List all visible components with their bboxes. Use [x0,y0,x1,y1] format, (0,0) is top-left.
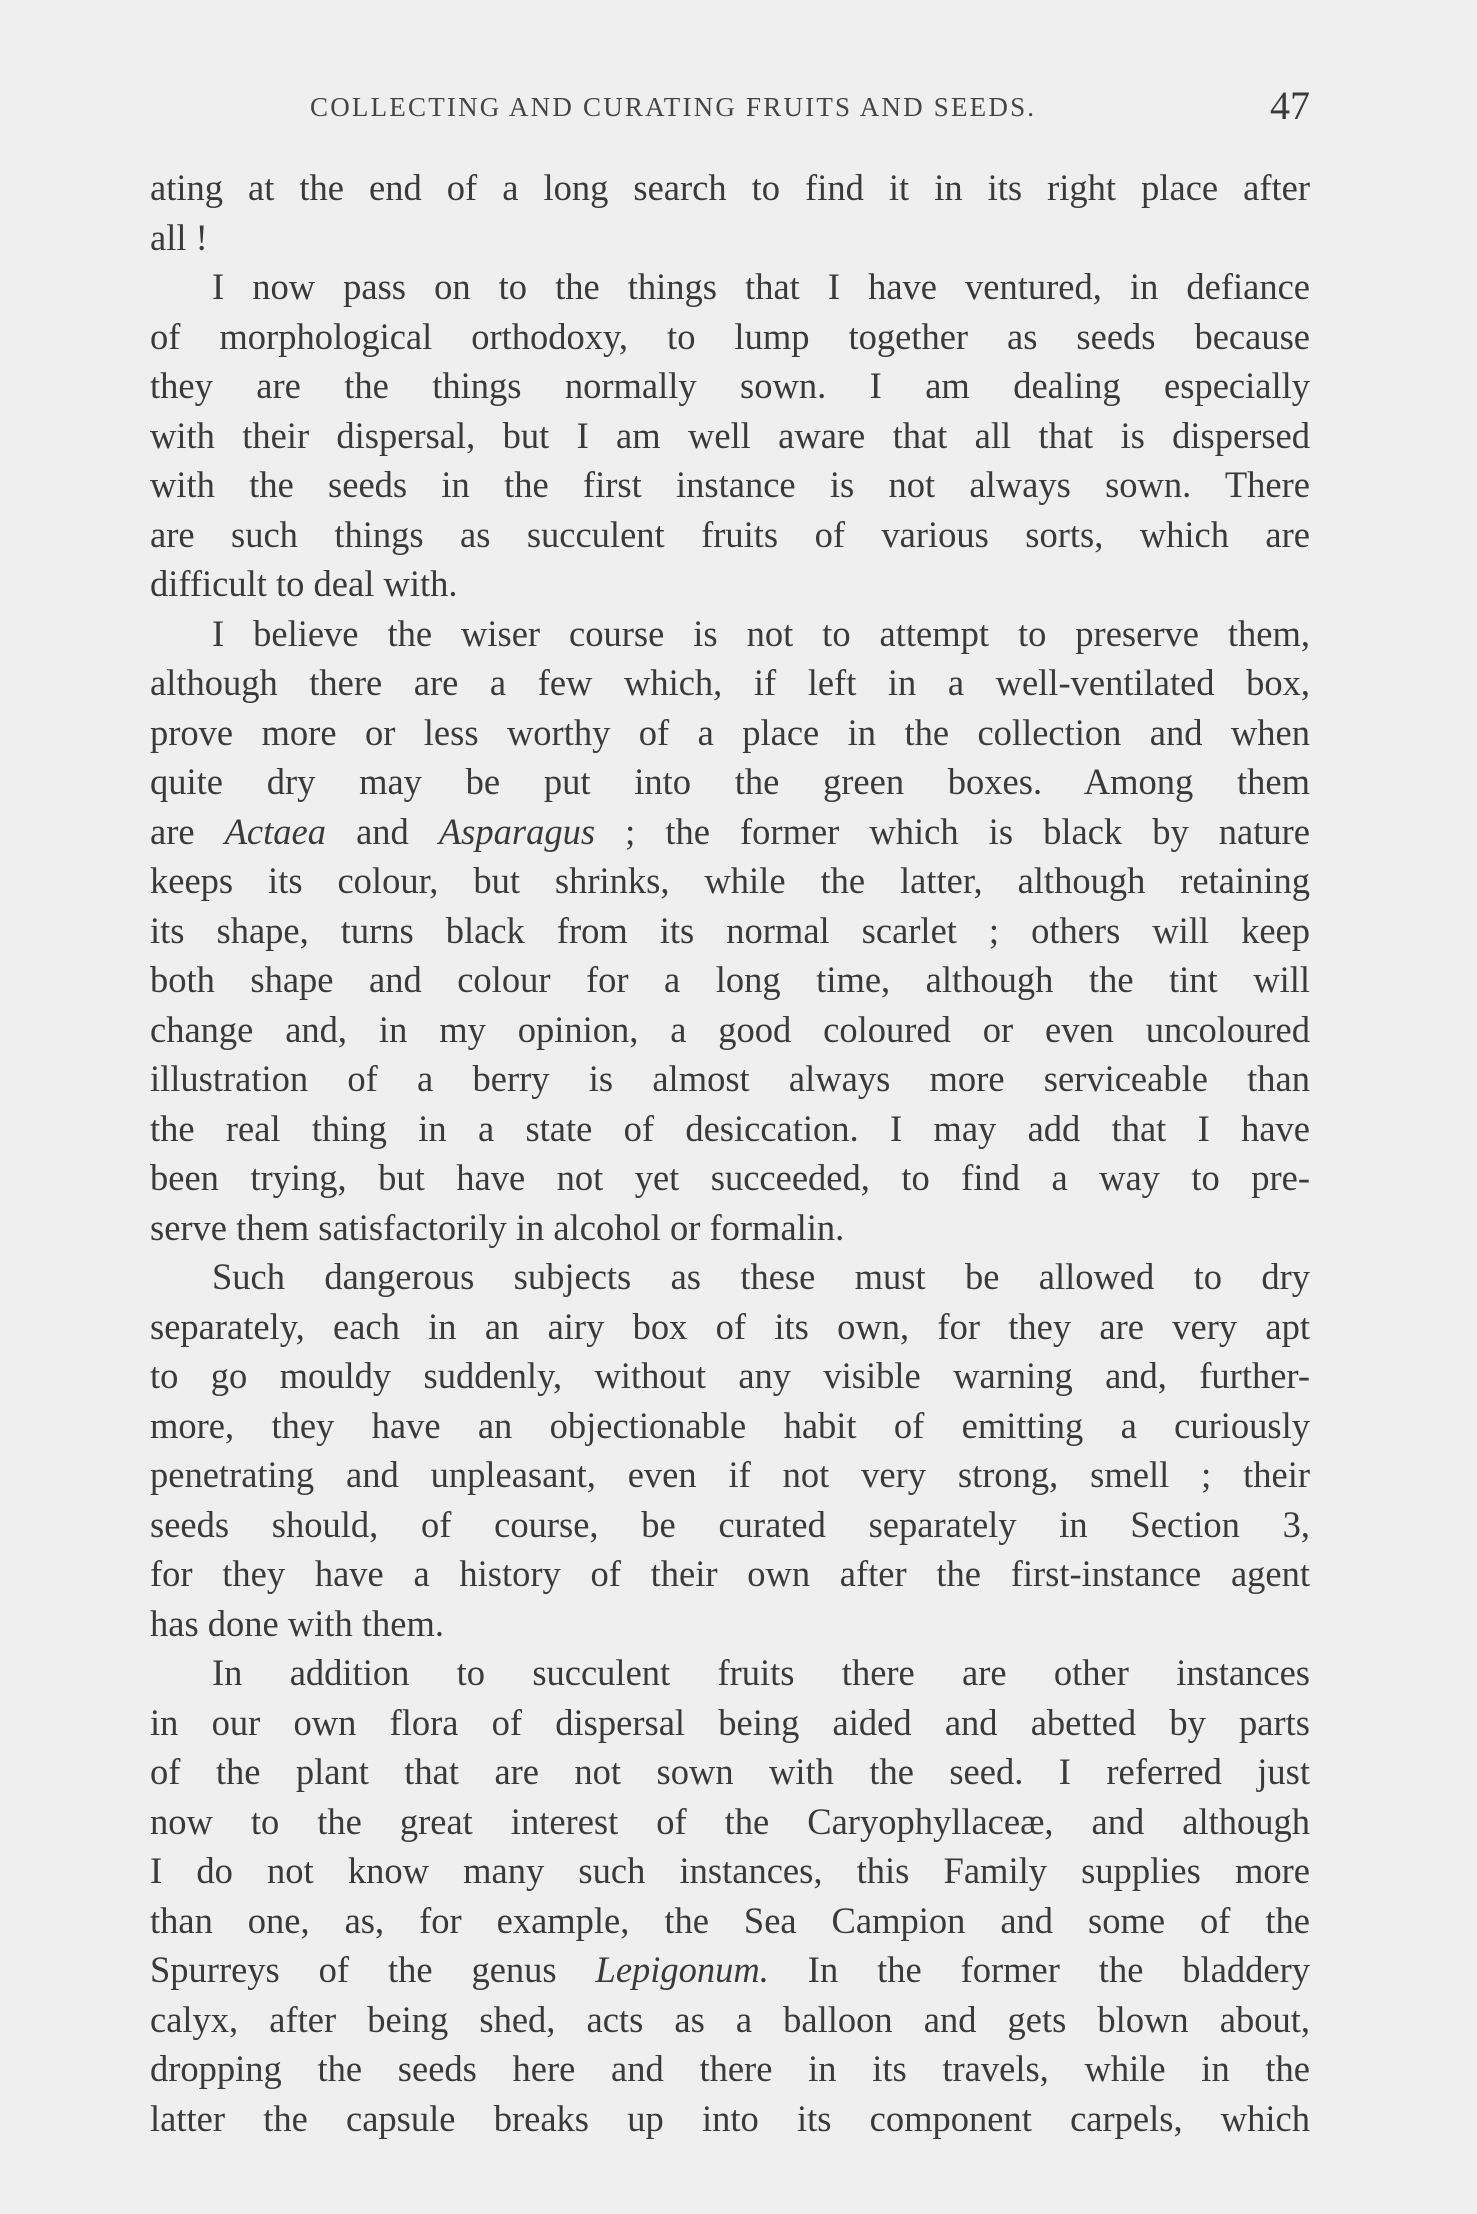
body-text [150,163,1310,2143]
text-line [150,262,1310,312]
text-run: both shape and colour for a long time, although the tint will [150,959,1310,1000]
text-line [150,1500,1310,1550]
text-line [150,1054,1310,1104]
text-line [150,1153,1310,1203]
text-run: latter the capsule breaks up into its component carpels, which [150,2097,1310,2139]
text-line [150,460,1310,510]
text-line [150,1698,1310,1748]
text-line [150,906,1310,956]
italic-term: Actaea [224,810,326,852]
text-run: keeps its colour, but shrinks, while the latter, although retaining [150,860,1310,901]
text-line [150,856,1310,906]
text-line [150,708,1310,758]
text-run: calyx, after being shed, acts as a balloon and gets blown about, [150,1998,1310,2040]
text-line [150,1252,1310,1302]
text-line [150,1203,1310,1253]
text-run: Such dangerous subjects as these must be allowed to dry [212,1256,1310,1297]
text-line [150,1104,1310,1154]
text-line [150,411,1310,461]
text-run: ating at the end of a long search to find it in its right place after [150,167,1310,208]
text-line [150,1648,1310,1698]
text-run: are such things as succulent fruits of various sorts, which are [150,513,1310,555]
text-run: although there are a few which, if left in a well-ventilated box, [150,662,1310,703]
text-line [150,312,1310,362]
italic-term: Asparagus [438,810,596,852]
text-run: I do not know many such instances, this Family supplies more [150,1850,1310,1891]
paragraph [150,609,1310,1253]
text-line [150,1351,1310,1401]
text-run: I believe the wiser course is not to attempt to preserve them, [212,612,1310,654]
text-run: serve them satisfactorily in alcohol or formalin. [150,1206,845,1248]
running-title: COLLECTING AND CURATING FRUITS AND SEEDS. [310,92,1037,122]
paragraph [150,1252,1310,1648]
text-line [150,1005,1310,1055]
text-line [150,1995,1310,2045]
text-run: they are the things normally sown. I am dealing especially [150,365,1310,406]
text-run: more, they have an objectionable habit of emitting a curiously [150,1404,1310,1446]
text-run: are [150,810,225,852]
page-number: 47 [1270,83,1310,128]
text-line [150,2094,1310,2144]
text-run: In addition to succulent fruits there are other instances [212,1652,1310,1693]
text-line [150,163,1310,213]
text-run: of the plant that are not sown with the seed. I referred just [150,1751,1310,1792]
text-line [150,1401,1310,1451]
text-line [150,510,1310,560]
text-line [150,658,1310,708]
text-line [150,1747,1310,1797]
text-run: In the former the bladdery [768,1949,1311,1990]
text-line [150,1896,1310,1946]
text-run: than one, as, for example, the Sea Campion and some of the [150,1899,1310,1941]
text-line [150,2044,1310,2094]
text-run: for they have a history of their own after the first-instance agent [150,1553,1310,1594]
text-run: dropping the seeds here and there in its travels, while in the [150,2048,1310,2089]
text-run: the real thing in a state of desiccation. I may add that I have [150,1107,1310,1149]
text-run: Spurreys of the genus [150,1949,596,1990]
text-run: and [325,810,439,852]
paragraph [150,1648,1310,2143]
text-run: separately, each in an airy box of its own, for they are very apt [150,1305,1310,1347]
text-line [150,757,1310,807]
italic-term: Lepigonum. [595,1949,769,1990]
text-line [150,609,1310,659]
paragraph [150,163,1310,262]
text-run: its shape, turns black from its normal scarlet ; others will keep [150,909,1310,951]
text-line [150,559,1310,609]
text-line [150,1450,1310,1500]
text-run: to go mouldy suddenly, without any visible warning and, further- [150,1355,1310,1396]
text-run: has done with them. [150,1602,444,1644]
text-run: now to the great interest of the Caryophyllaceæ, and although [150,1800,1310,1842]
text-line [150,1945,1310,1995]
text-line [150,1797,1310,1847]
text-line [150,361,1310,411]
text-run: in our own flora of dispersal being aided and abetted by parts [150,1701,1310,1743]
page-header [150,83,1310,136]
text-run: illustration of a berry is almost always more serviceable than [150,1058,1310,1099]
text-line [150,807,1310,857]
text-line [150,1549,1310,1599]
text-run: change and, in my opinion, a good coloured or even uncoloured [150,1008,1310,1050]
text-run: ; the former which is black by nature [595,810,1311,852]
text-line [150,1599,1310,1649]
text-run: prove more or less worthy of a place in the collection and when [150,711,1310,753]
text-run: difficult to deal with. [150,563,458,604]
text-line [150,1302,1310,1352]
text-run: with the seeds in the first instance is not always sown. There [150,464,1310,505]
text-run: been trying, but have not yet succeeded, to find a way to pre- [150,1157,1310,1198]
text-run: penetrating and unpleasant, even if not very strong, smell ; their [150,1454,1310,1495]
text-line [150,1846,1310,1896]
text-run: I now pass on to the things that I have ventured, in defiance [212,266,1310,307]
text-run: quite dry may be put into the green boxes. Among them [150,761,1310,802]
text-run: all ! [150,216,208,258]
text-run: seeds should, of course, be curated separately in Section 3, [150,1503,1310,1545]
text-line [150,213,1310,263]
text-run: of morphological orthodoxy, to lump together as seeds because [150,315,1310,357]
text-line [150,955,1310,1005]
paragraph [150,262,1310,609]
text-run: with their dispersal, but I am well aware that all that is dispersed [150,414,1310,456]
